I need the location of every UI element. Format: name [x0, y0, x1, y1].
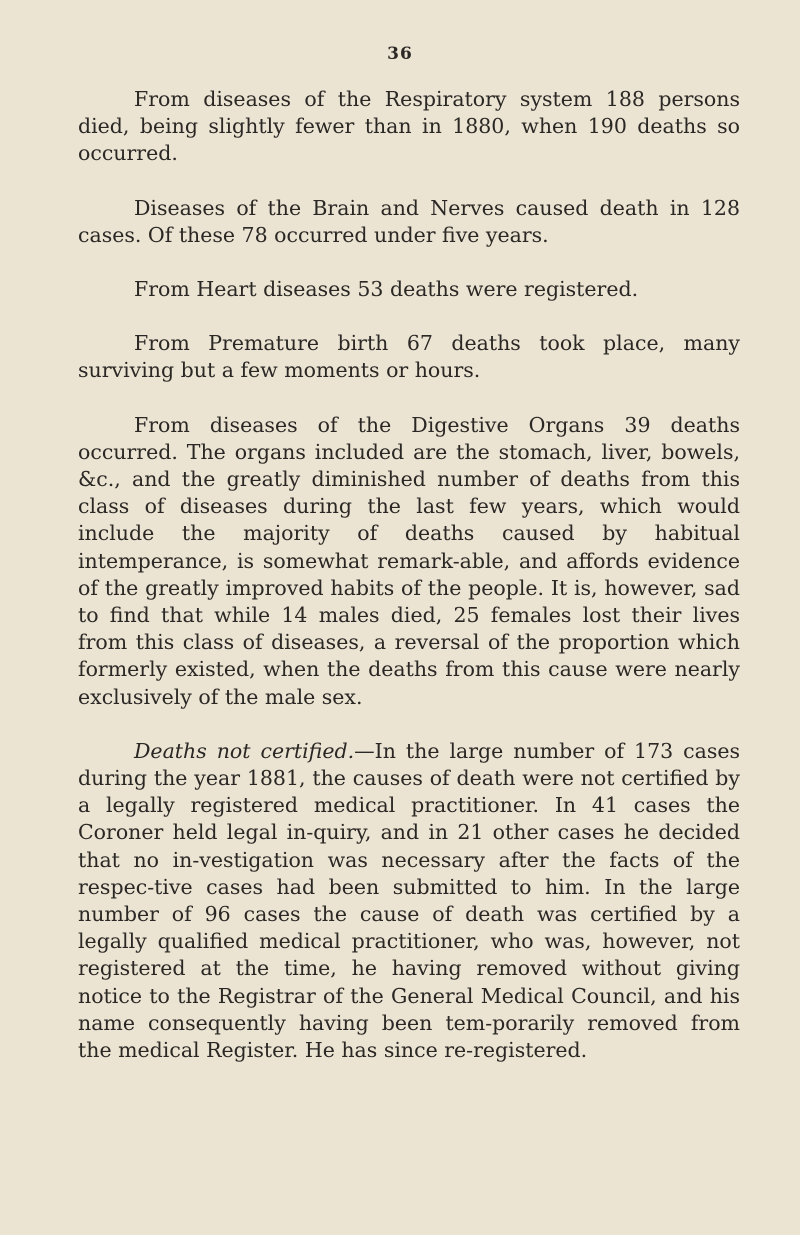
paragraph-brain-nerves: Diseases of the Brain and Nerves caused death in 128 cases. Of these 78 occurred under five years.: [78, 195, 740, 247]
paragraph-respiratory: From diseases of the Respiratory system 188 persons died, being slightly fewer than in 1880, when 190 deaths so occurred.: [78, 87, 740, 166]
section-lead-title: Deaths not certified.: [134, 738, 355, 763]
section-body: —In the large number of 173 cases during the year 1881, the causes of death were not certified by a legally registered medical practitioner. In 41 cases the Coroner held legal in-quiry, and in 21 other cases he decided that no in-vestigation was necessary after the facts of the respec-tive cases had been submitted to him. In the large number of 96 cases the cause of death was certified by a legally qualified medical practitioner, who was, however, not registered at the time, he having removed without giving notice to the Registrar of the General Medical Council, and his name consequently having been tem-porarily removed from the medical Register. He has since re-registered.: [78, 738, 741, 1063]
page-number: 36: [387, 44, 413, 64]
body-text: [78, 86, 740, 1091]
paragraph-heart: From Heart diseases 53 deaths were registered.: [134, 277, 639, 302]
paragraph-premature-birth: From Premature birth 67 deaths took place, many surviving but a few moments or hours.: [78, 331, 740, 383]
paragraph-digestive: From diseases of the Digestive Organs 39 deaths occurred. The organs included are the stomach, liver, bowels, &c., and the greatly diminished number of deaths from this class of diseases during the last few years, which would include the majority of deaths caused by habitual intemperance, is somewhat remark-able, and affords evidence of the greatly improved habits of the people. It is, however, sad to find that while 14 males died, 25 females lost their lives from this class of diseases, a reversal of the proportion which formerly existed, when the deaths from this cause were nearly exclusively of the male sex.: [78, 412, 740, 709]
paragraph-deaths-not-certified: [78, 738, 740, 1064]
